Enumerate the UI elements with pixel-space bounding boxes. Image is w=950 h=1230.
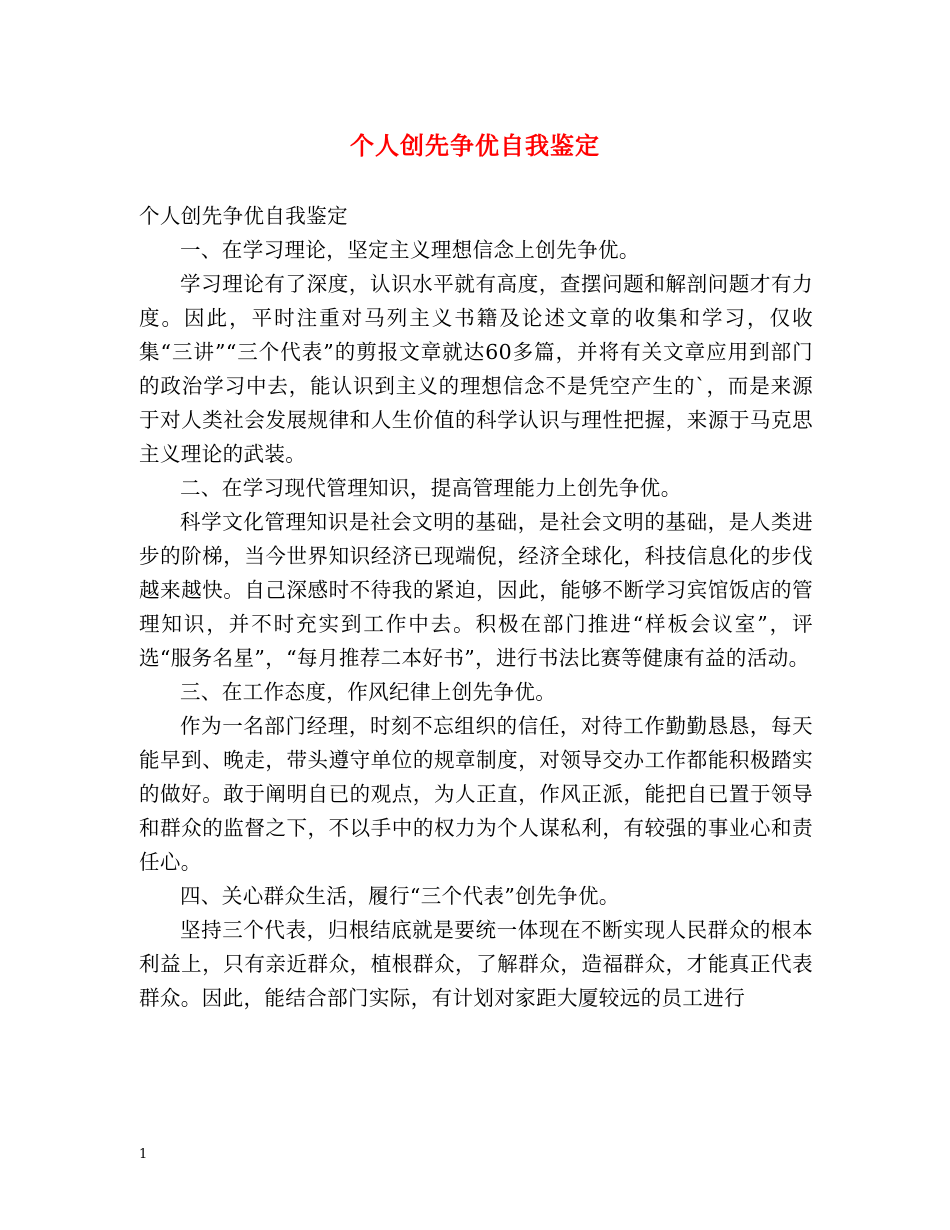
- paragraph-heading-1: 一、在学习理论，坚定主义理想信念上创先争优。: [180, 238, 640, 262]
- page-number: 1: [139, 1147, 148, 1162]
- paragraph-heading-2: 二、在学习现代管理知识，提高管理能力上创先争优。: [180, 476, 682, 500]
- paragraph-heading-4: 四、关心群众生活，履行“三个代表”创先争优。: [180, 884, 620, 908]
- paragraph-body-4: 坚持三个代表，归根结底就是要统一体现在不断实现人民群众的根本利益上，只有亲近群众，植根群众，了解群众，造福群众，才能真正代表群众。因此，能结合部门实际，有计划对家距大厦较远的员工进行: [139, 918, 813, 1010]
- paragraph-heading-3: 三、在工作态度，作风纪律上创先争优。: [180, 680, 557, 704]
- paragraph-body-3: 作为一名部门经理，时刻不忘组织的信任，对待工作勤勤恳恳，每天能早到、晚走，带头遵守单位的规章制度，对领导交办工作都能积极踏实的做好。敢于阐明自已的观点，为人正直，作风正派，能把自已置于领导和群众的监督之下，不以手中的权力为个人谋私利，有较强的事业心和责任心。: [139, 714, 813, 874]
- document-body: [139, 199, 813, 1015]
- paragraph-body-1: 学习理论有了深度，认识水平就有高度，查摆问题和解剖问题才有力度。因此，平时注重对马列主义书籍及论述文章的收集和学习，仅收集“三讲”“三个代表”的剪报文章就达60多篇，并将有关文章应用到部门的政治学习中去，能认识到主义的理想信念不是凭空产生的`，而是来源于对人类社会发展规律和人生价值的科学认识与理性把握，来源于马克思主义理论的武装。: [139, 272, 813, 466]
- paragraph-subtitle: 个人创先争优自我鉴定: [139, 204, 348, 228]
- paragraph-body-2: 科学文化管理知识是社会文明的基础，是社会文明的基础，是人类进步的阶梯，当今世界知识经济已现端倪，经济全球化，科技信息化的步伐越来越快。自己深感时不待我的紧迫，因此，能够不断学习宾馆饭店的管理知识，并不时充实到工作中去。积极在部门推进“样板会议室”，评选“服务名星”，“每月推荐二本好书”，进行书法比赛等健康有益的活动。: [139, 510, 813, 670]
- document-title: 个人创先争优自我鉴定: [350, 131, 600, 160]
